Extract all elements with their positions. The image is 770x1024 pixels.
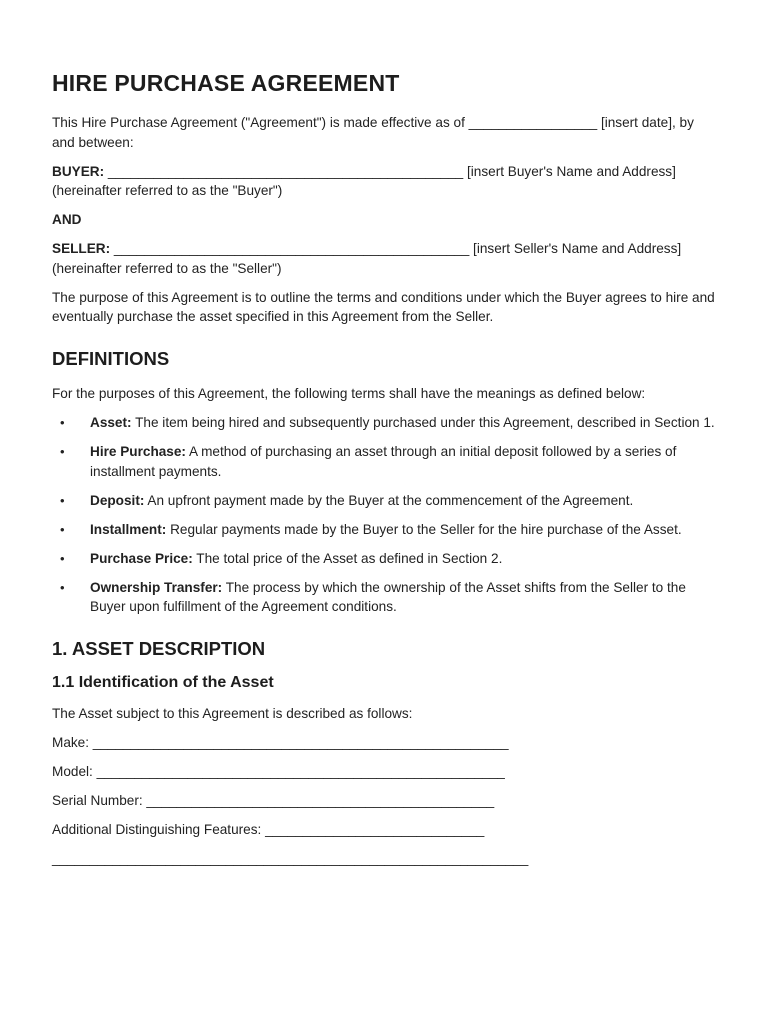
definition-item [52, 442, 718, 481]
definition-term: Purchase Price: [90, 550, 193, 566]
definition-item [52, 549, 718, 569]
seller-text: _______________________________________________ [insert Seller's Name and Address] (hereinafter referred to as the "Seller") [52, 241, 682, 276]
definition-text: Regular payments made by the Buyer to the Seller for the hire purchase of the Asset. [166, 521, 682, 537]
spacer [52, 336, 718, 348]
bullet-icon: • [60, 415, 65, 430]
definition-term: Hire Purchase: [90, 444, 186, 459]
document-title: HIRE PURCHASE AGREEMENT [52, 70, 400, 96]
asset-intro: The Asset subject to this Agreement is described as follows: [52, 706, 413, 721]
and-text: AND [52, 212, 82, 227]
definitions-intro: For the purposes of this Agreement, the following terms shall have the meanings as defined below: [52, 386, 646, 401]
bullet-icon: • [60, 444, 65, 459]
asset-subheading: 1.1 Identification of the Asset [52, 674, 274, 691]
definition-item [52, 491, 718, 511]
buyer-text: _______________________________________________ [insert Buyer's Name and Address] (hereinafter referred to as the "Buyer") [52, 163, 676, 198]
definition-item [52, 520, 718, 540]
bullet-icon: • [60, 492, 65, 508]
definition-text: The total price of the Asset as defined in Section 2. [192, 550, 503, 566]
bullet-icon: • [60, 550, 65, 566]
definition-item [52, 578, 718, 617]
bullet-icon: • [60, 579, 65, 595]
buyer-label: BUYER: [52, 163, 105, 179]
seller-paragraph [52, 239, 718, 278]
seller-label: SELLER: [52, 241, 111, 256]
buyer-paragraph [52, 162, 718, 201]
bullet-icon: • [60, 521, 65, 537]
definition-term: Ownership Transfer: [90, 579, 223, 595]
definition-item [52, 413, 718, 433]
serial-number-field: Serial Number: ______________________________________________ [52, 793, 495, 808]
definition-term: Asset: [90, 415, 132, 430]
make-field: Make: _______________________________________________________ [52, 735, 509, 750]
definitions-list [52, 413, 718, 617]
definition-text: A method of purchasing an asset through an initial deposit followed by a series of installment payments. [90, 444, 677, 479]
asset-section-heading: 1. ASSET DESCRIPTION [52, 638, 266, 659]
definition-term: Installment: [90, 521, 167, 537]
definition-text: The item being hired and subsequently purchased under this Agreement, described in Section 1. [131, 415, 715, 430]
definitions-heading: DEFINITIONS [52, 348, 170, 369]
purpose-paragraph: The purpose of this Agreement is to outline the terms and conditions under which the Buyer agrees to hire and eventually purchase the asset specified in this Agreement from the Seller. [52, 289, 715, 324]
features-field: Additional Distinguishing Features: _____________________________ [52, 822, 485, 837]
intro-paragraph: This Hire Purchase Agreement ("Agreement") is made effective as of _________________ [insert date], by and between: [52, 115, 694, 150]
definition-text: An upfront payment made by the Buyer at the commencement of the Agreement. [144, 492, 634, 508]
and-label [52, 210, 718, 230]
features-continuation-line: _______________________________________________________________ [52, 851, 529, 866]
definition-term: Deposit: [90, 492, 145, 508]
model-field: Model: ______________________________________________________ [52, 764, 505, 779]
spacer [52, 626, 718, 638]
definition-text: The process by which the ownership of the Asset shifts from the Seller to the Buyer upon fulfillment of the Agreement conditions. [90, 579, 686, 614]
